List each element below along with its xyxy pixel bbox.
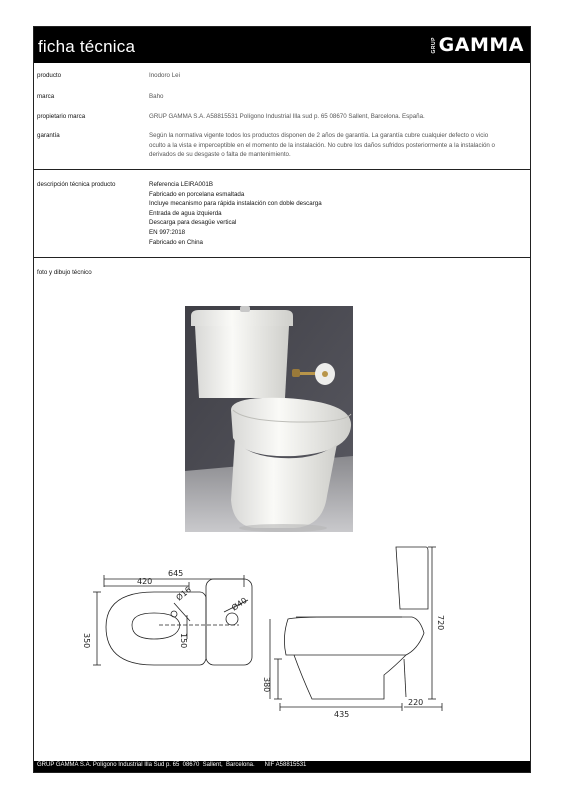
descripcion-line: Entrada de agua izquierda — [149, 209, 222, 217]
dim-top-inner: 420 — [137, 577, 153, 586]
dim-top-depth: 350 — [82, 633, 91, 649]
descripcion-line: EN 997:2018 — [149, 228, 186, 236]
descripcion-line: Fabricado en China — [149, 238, 204, 246]
dim-hole-large: Ø40 — [229, 595, 249, 613]
label-propietario: propietario marca — [37, 113, 86, 120]
descripcion-line: Incluye mecanismo para rápida instalación con doble descarga — [149, 200, 322, 208]
garantia-line: derivados de su desgaste o falta de mantenimiento. — [149, 151, 291, 159]
descripcion-line: Referencia LEIRA001B — [149, 181, 213, 188]
value-propietario: GRUP GAMMA S.A. A58815531 Polígono Industrial Illa sud p. 65 08670 Sallent, Barcelona. España. — [149, 113, 425, 120]
label-producto: producto — [37, 72, 62, 79]
dim-pan-height: 380 — [262, 677, 271, 693]
label-marca: marca — [37, 93, 55, 100]
label-foto: foto y dibujo técnico — [37, 269, 92, 276]
dim-inner-depth: 150 — [179, 633, 188, 649]
technical-drawing — [34, 27, 530, 772]
dim-hole-small: Ø16 — [174, 585, 193, 603]
value-marca: Baho — [149, 93, 164, 100]
label-garantia: garantía — [37, 132, 60, 139]
footer-bar — [34, 761, 530, 772]
brand-name: GAMMA — [438, 34, 524, 56]
garantia-line: oculto a la vista e imperceptible en el momento de la instalación. No cubre los daños sufridos posteriormente a la instalación o — [149, 141, 496, 149]
spec-sheet-frame — [33, 26, 531, 773]
brand-small-text: GRUP — [430, 36, 437, 54]
dim-pan-depth: 435 — [334, 710, 350, 719]
footer-text: GRUP GAMMA S.A. Polígono Industrial Illa Sud p. 65 08670 Sallent, Barcelona. NIF A58815531 — [37, 762, 307, 768]
descripcion-line: Descarga para desagüe vertical — [149, 219, 237, 227]
dim-outlet-offset: 220 — [408, 698, 424, 707]
label-descripcion: descripción técnica producto — [37, 181, 116, 188]
descripcion-line: Fabricado en porcelana esmaltada — [149, 190, 245, 198]
page-title: ficha técnica — [38, 37, 136, 56]
garantia-line: Según la normativa vigente todos los productos disponen de 2 años de garantía. La garantía cubre cualquier defecto o vicio — [149, 132, 489, 139]
value-producto: Inodoro Lei — [149, 72, 180, 79]
dim-side-height: 720 — [436, 615, 445, 631]
dim-top-outer: 645 — [168, 569, 184, 578]
